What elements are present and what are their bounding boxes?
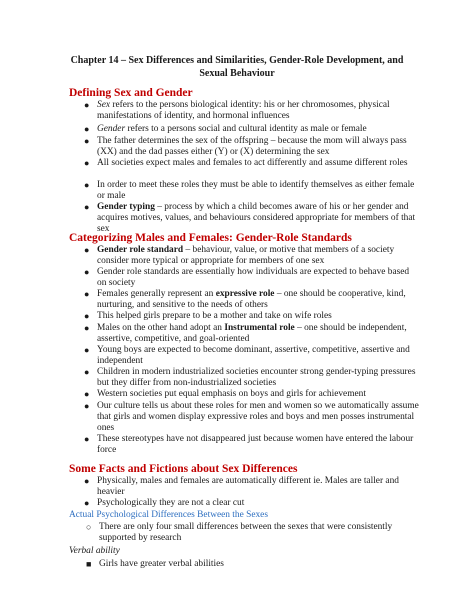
bullet-icon: ●: [84, 498, 90, 508]
item-text: refers to the persons biological identity: his or her chromosomes, physical manifestations of identity, and hormonal influences: [97, 100, 390, 122]
bullet-icon: ●: [84, 289, 90, 299]
item-text: – one should be independent, assertive, competitive, and goal-oriented: [97, 323, 407, 345]
bullet-icon: ●: [84, 389, 90, 399]
list-item: Girls have greater verbal abilities: [99, 559, 224, 569]
term: Gender typing: [97, 202, 155, 212]
page-title: [60, 55, 414, 80]
bullet-icon: ●: [84, 202, 90, 212]
list-item: Gender role standards are essentially how individuals are expected to behave based on society: [97, 267, 410, 289]
bullet-icon: ●: [84, 311, 90, 321]
term: Sex: [97, 100, 111, 110]
subheading-verbal-ability: Verbal ability: [69, 546, 120, 556]
list-item: [97, 124, 419, 135]
item-text: Females generally represent an: [97, 289, 216, 299]
bullet-icon: ●: [84, 323, 90, 333]
circle-bullet-icon: ○: [86, 522, 92, 532]
list-item: [97, 245, 419, 267]
list-item: Young boys are expected to become dominant, assertive, competitive, assertive and independent: [97, 345, 410, 367]
bullet-icon: ●: [84, 345, 90, 355]
item-text: refers to a persons social and cultural identity as male or female: [125, 124, 367, 134]
item-text: Males on the other hand adopt an: [97, 323, 225, 333]
term: Gender role standard: [97, 245, 184, 255]
list-item: [97, 323, 419, 345]
item-text: – one should be cooperative, kind, nurturing, and sensitive to the needs of others: [97, 289, 406, 311]
list-item: [97, 202, 419, 236]
bullet-icon: ●: [84, 100, 90, 110]
square-bullet-icon: ■: [86, 559, 92, 569]
bullet-icon: ●: [84, 136, 90, 146]
bullet-icon: ●: [84, 245, 90, 255]
term: expressive role: [215, 289, 275, 299]
bullet-icon: ●: [84, 434, 90, 444]
bullet-icon: ●: [84, 180, 90, 190]
list-item: [97, 289, 419, 311]
list-item: The father determines the sex of the offspring – because the mom will always pass (XX) and the dad passes either (Y) or (X) determining the sex: [97, 136, 407, 158]
list-item: Western societies put equal emphasis on boys and girls for achievement: [97, 389, 366, 399]
term: Instrumental role: [224, 323, 295, 333]
list-item: These stereotypes have not disappeared just because women have entered the labour force: [97, 434, 414, 456]
list-item: Physically, males and females are automatically different ie. Males are taller and heavier: [97, 476, 399, 498]
bullet-icon: ●: [84, 267, 90, 277]
bullet-icon: ●: [84, 158, 90, 168]
section-heading-categorizing: Categorizing Males and Females: Gender-Role Standards: [69, 232, 352, 244]
section-heading-sex-gender: Defining Sex and Gender: [69, 87, 193, 99]
item-text: – process by which a child becomes aware of his or her gender and acquires motives, values, and behaviours considered appropriate for members of that sex: [97, 202, 416, 235]
subheading-psych-differences: Actual Psychological Differences Between the Sexes: [69, 510, 268, 520]
list-item: There are only four small differences between the sexes that were consistently supported by research: [99, 522, 393, 544]
bullet-icon: ●: [84, 367, 90, 377]
section-heading-facts-fictions: Some Facts and Fictions about Sex Differences: [69, 463, 298, 475]
list-item: Psychologically they are not a clear cut: [97, 498, 245, 508]
title-line-1: Chapter 14 – Sex Differences and Similarities, Gender-Role Development, and: [70, 55, 404, 66]
term: Gender: [97, 124, 126, 134]
bullet-icon: ●: [84, 401, 90, 411]
title-line-2: Sexual Behaviour: [199, 67, 275, 79]
list-item: In order to meet these roles they must be able to identify themselves as either female or male: [97, 180, 415, 202]
list-item: Our culture tells us about these roles for men and women so we automatically assume that girls and women display expressive roles and boys and men posses instrumental ones: [97, 401, 419, 434]
bullet-icon: ●: [84, 124, 90, 134]
list-item: This helped girls prepare to be a mother and take on wife roles: [97, 311, 332, 321]
list-item: [97, 100, 419, 122]
bullet-icon: ●: [84, 476, 90, 486]
list-item: All societies expect males and females to act differently and assume different roles: [97, 158, 408, 168]
list-item: Children in modern industrialized societies encounter strong gender-typing pressures but they differ from non-industrialized societies: [97, 367, 416, 389]
item-text: – behaviour, value, or motive that members of a society consider more typical or appropriate for members of one sex: [97, 245, 395, 267]
